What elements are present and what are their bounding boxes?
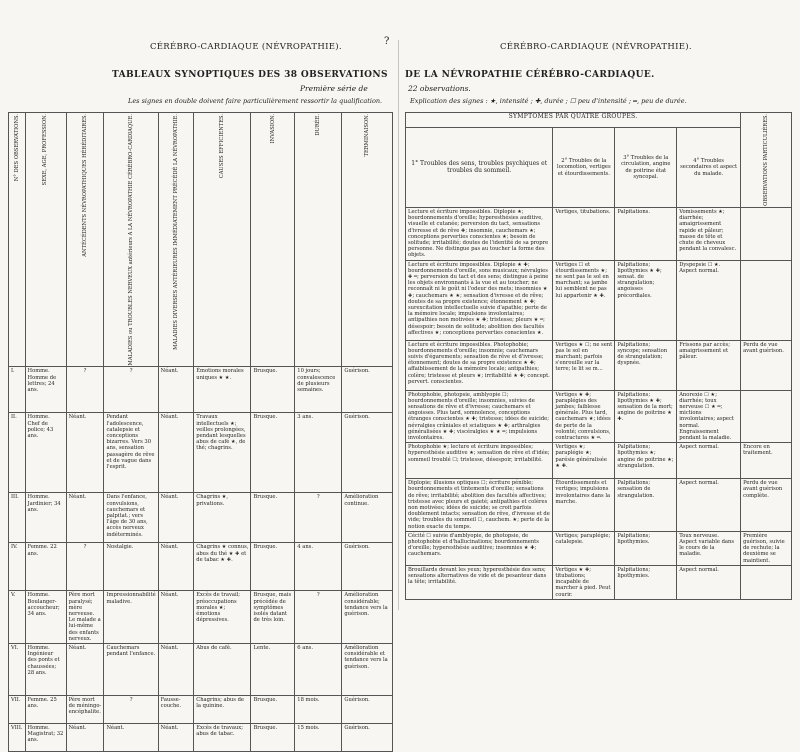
table-row: Diplopie; illusions optiques ☐; écriture pénible; bourdonnements et tintements d'oreille; sensations de rêve; irritabilité; abolition des facultés affectives; tristesse avec pleurs et gaieté; antipathies et colères non motivées; idées de suicide; se croit parfois doublement intacts; sensation de rêve, d'ivresse et de vide; troubles du sommeil ☐, cauchem. ★; perte de la notion exacte du temps. Étourdissements et vertiges; impulsions involontaires dans la marche. Palpitations; sensation de strangulation. Aspect normal. Perdu de vue avant guérison complète. [406, 479, 792, 532]
table-row: VIII. Homme. Magistrat; 32 ans. Néant. Néant. Néant. Excès de travaux; abus de tabac. Brusque. 15 mois. Guérison. [9, 724, 393, 752]
table-row: III. Homme. Jardinier; 34 ans. Néant. Dans l'enfance, convulsions, cauchemars et palpitat.; vers l'âge de 30 ans, accès nerveux indéterminés. Néant. Chagrins ★, privations. Brusque. ? Amélioration continue. [9, 493, 393, 543]
col-header-observations: OBSERVATIONS PARTICULIÈRES. [741, 113, 792, 208]
note-left: Les signes en double doivent faire particulièrement ressortir la qualification. [128, 97, 383, 105]
table-row: Photophobie ★; lecture et écriture impossibles; hyperesthésie auditive ★; sensation de rêve et d'idée; sommeil troublé ☐; tristesse, désespoir, irritabilité. Vertiges ★; paraplégie ★; parésie généralisée ★ ✚. Palpitations; lipothymies ★; angine de poitrine ★; strangulation. Aspect normal. Encore en traitement. [406, 443, 792, 479]
series-label-right: 22 observations. [408, 84, 471, 93]
note-right: Explication des signes : ★, intensité ; ✚, durée ; ☐ peu d'intensité ; ═, peu de durée. [410, 97, 687, 105]
table-row: Brouillards devant les yeux; hyperesthésie des sens; sensations alternatives de vide et de pesanteur dans la tête; irritabilité. Vertiges ★ ✚; titubations; incapable de marcher à pied. Peut courir. Palpitations; lipothymies. Aspect normal. [406, 565, 792, 599]
col-header-secondaires: 4° Troubles secondaires et aspect du malade. [677, 128, 741, 208]
table-row: I. Homme. Homme de lettres; 24 ans. ? ? Néant. Émotions morales uniques ★ ★. Brusque. 10 jours; convalescence de plusieurs semaines. Guérison. [9, 367, 393, 413]
table-row: VII. Femme. 25 ans. Père mort de méningo-encéphalite. ? Fausse-couche. Chagrins; abus de la quinine. Brusque. 18 mois. Guérison. [9, 696, 393, 724]
col-header-antecedents: ANTÉCÉDENTS NÉVROPATHIQUES HÉRÉDITAIRES. [66, 113, 104, 367]
table-title-right: DE LA NÉVROPATHIE CÉRÉBRO-CARDIAQUE. [405, 70, 655, 80]
col-header-invasion: INVASION. [251, 113, 295, 367]
col-header-diverses: MALADIES DIVERSES ANTÉRIEURES IMMÉDIATEMENT PRÉCÉDÉ LA NÉVROPATHIE. [158, 113, 194, 367]
left-header-row [9, 113, 393, 367]
col-header-locomotion: 2° Troubles de la locomotion, vertiges et étourdissements. [553, 128, 615, 208]
page-fold [398, 40, 399, 610]
symptom-group-header: SYMPTOMES PAR QUATRE GROUPES. [406, 113, 741, 128]
table-row: V. Homme. Boulanger-accoucheur; 34 ans. Père mort paralysé; mère nerveuse. Le malade a lui-même des enfants nerveux. Impressionnabilité maladive. Néant. Excès de travail; préoccupations morales ★; émotions dépressives. Brusque, mais précédée de symptômes isolés datant de très loin. ? Amélioration considérable; tendance vers la guérison. [9, 591, 393, 644]
col-header-terminaison: TERMINAISON. [342, 113, 393, 367]
table-row: II. Homme. Chef de police; 43 ans. Néant. Pendant l'adolescence, catalepsie et conceptions bizarres. Vers 30 ans, sensation passagère de rêve et de vague dans l'esprit. Néant. Travaux intellectuels ★; veilles prolongées, pendant lesquelles abus de café ★, de thé; chagrins. Brusque. 3 ans. Guérison. [9, 413, 393, 493]
table-row: Lecture et écriture impossibles. Diplopie ★; bourdonnements d'oreille; hyperesthésies auditive, visuelle et cutanée; perversion du tact, sensations d'ivresse et de rêve ✚; insomnie, cauchemars ★; conceptions perverties conscientes ★; besoin de solitude; irritabilité; doutes de l'identité de sa propre personne. Ne distingue pas au toucher la forme des objets. Vertiges, titubations. Palpitations. Vomissements ★; diarrhée; amaigrissement rapide et pâleur; masse de tête et chute de cheveux pendant la convalesc. [406, 207, 792, 260]
table-row: Photophobie, photopsie, amblyopie ☐; bourdonnements d'oreille; insomnies, suivies de sensations de rêve et d'ivresse; cauchemars et angoisses. Plus tard, somnolence, conceptions étranges conscientes ★ ✚; tristesse; idées de suicide; névralgies crâniales et sciatiques ★ ✚; arthralgies généralisées ★ ✚; viscéralgies ★ ★ ═; impulsions involontaires. Vertiges ★ ✚; paraplégies des jambes; faiblesse générale. Plus tard, cauchemars ★; idées de perte de la volonté; convulsions, contractures ★ ═. Palpitations; lipothymies ★ ✚; sensation de la mort; angine de poitrine ★ ✚. Anorexie ☐ ★; diarrhée; toux nerveuse ☐ ★ ═; mictions involontaires; aspect normal. Engraissement pendant la maladie. [406, 390, 792, 443]
page-mark: ? [384, 36, 390, 47]
table-row: VI. Homme. Ingénieur des ponts et chaussées; 28 ans. Néant. Cauchemars pendant l'enfance. Néant. Abus de café. Lente. 6 ans. Amélioration considérable et tendance vers la guérison. [9, 644, 393, 696]
col-header-circulation: 3° Troubles de la circulation, angine de poitrine état syncopal. [615, 128, 677, 208]
table-title-left: TABLEAUX SYNOPTIQUES DES 38 OBSERVATIONS [112, 70, 388, 80]
right-header-row [406, 128, 792, 208]
left-running-head: CÉRÉBRO-CARDIAQUE (NÉVROPATHIE). [150, 42, 342, 52]
table-row: IV. Femme. 22 ans. ? Nostalgie. Néant. Chagrins ★ connus, abus du thé ★ ✚ et de tabac ★ ✚. Brusque. 4 ans. Guérison. [9, 543, 393, 591]
right-symptom-table [405, 112, 792, 600]
col-header-number: N° DES OBSERVATIONS. [9, 113, 26, 367]
table-row: Cécité ☐ suivie d'amblyopie, de photopsie, de photophobie et d'hallucinations; bourdonnements d'oreille; hyperesthésie auditive; insomnies ★ ✚; cauchemars. Vertiges; paraplégie; catalepsie. Palpitations; lipothymies. Toux nerveuse. Aspect variable dans le cours de la maladie. Première guérison, suivie de rechute; la deuxième se maintient. [406, 531, 792, 565]
col-header-troubles-sens: 1° Troubles des sens, troubles psychiques et troubles du sommeil. [406, 128, 553, 208]
series-label-left: Première série de [300, 84, 368, 93]
col-header-maladies: MALADIES ou TROUBLES NERVEUX antérieurs A LA NÉVROPATHIE CÉRÉBRO-CARDIAQUE. [104, 113, 158, 367]
right-running-head: CÉRÉBRO-CARDIAQUE (NÉVROPATHIE). [500, 42, 692, 52]
col-header-causes: CAUSES EFFICIENTES. [194, 113, 251, 367]
col-header-duree: DURÉE. [295, 113, 342, 367]
table-row: Lecture et écriture impossibles. Diplopie ★ ✚; bourdonnements d'oreille, sons musicaux; névralgies ✚ ═; perversion du tact et des sens; distingue à peine les objets environnants à la vue et au toucher; ne reconnaît ni le goût ni l'odeur des mets; insomnies ★ ✚; cauchemars ★ ★; sensation d'ivresse et de rêve; doutes de sa propre existence; étonnement ★ ✚; surexcitation intellectuelle suivie d'apathie; perte de la mémoire locale; impulsions involontaires; antipathies non motivées ★ ✚; tristesse; pleurs ★ ═; désespoir; besoin de solitude; abolition des facultés affectives ★; conceptions perverties conscientes ★. Vertiges ☐ et étourdissements ★; ne sent pas le sol en marchant; sa jambe lui semblent ne pas lui appartenir ★ ✚. Palpitations; lipothymies ★ ✚; sensat. de strangulation; angoisses précordiales. Dyspepsie ☐ ★. Aspect normal. [406, 260, 792, 340]
left-synoptic-table [8, 112, 393, 752]
col-header-sexe: SEXE, AGE, PROFESSION. [25, 113, 66, 367]
right-group-header-row [406, 113, 792, 128]
table-row: Lecture et écriture impossibles. Photophobie; bourdonnements d'oreille; insomnie; cauchemars suivis d'égarements; sensation de rêve et d'ivresse; étonnement; doutes de sa propre existence ★ ✚; affaiblissement de la mémoire locale; antipathies; colère; tristesse et pleurs ★; irritabilité ★ ✚; concept. pervert. conscientes. Vertiges ★ ☐; ne sent pas le sol en marchant; parfois s'enrouille sur la terre; le lit se m... Palpitations; syncope; sensation de strangulation; dyspnée. Frissons par accès; amaigrissement et pâleur. Perdu de vue avant guérison. [406, 340, 792, 390]
